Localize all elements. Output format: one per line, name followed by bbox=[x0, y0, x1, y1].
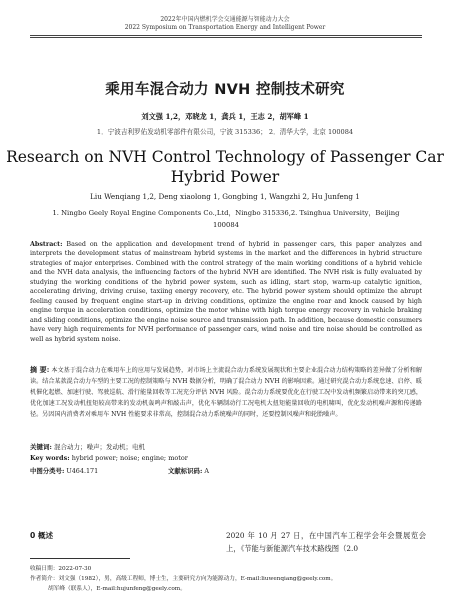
affiliation-en bbox=[30, 208, 422, 231]
paper-title-en-continued: Hybrid Power bbox=[170, 168, 280, 186]
keywords-cn-label: 关键词: bbox=[30, 443, 52, 451]
affiliation-en-line: 1. Ningbo Geely Royal Engine Components Co.,Ltd，Ningbo 315336,2. Tsinghua University，Beijing bbox=[52, 209, 400, 217]
document-code bbox=[168, 466, 209, 475]
keywords-en-label: Key words: bbox=[30, 454, 70, 462]
abstract-cn bbox=[30, 365, 422, 421]
footnote-divider bbox=[30, 558, 130, 559]
abstract-en bbox=[30, 240, 422, 344]
keywords-cn-text: 混合动力；噪声；发动机；电机 bbox=[53, 443, 145, 451]
footnote-corresponding: 胡军峰（联系人），E-mail:hujunfeng@geely.com。 bbox=[48, 586, 186, 592]
paper-title-en: Research on NVH Control Technology of Passenger Car bbox=[6, 148, 444, 166]
section-heading: 0 概述 bbox=[30, 531, 54, 540]
abstract-label: Abstract: bbox=[30, 241, 63, 248]
doc-code-label: 文献标识码: bbox=[168, 467, 203, 475]
author-list-en: Liu Wenqiang 1,2, Deng xiaolong 1, Gongbing 1, Wangzhi 2, Hu Junfeng 1 bbox=[90, 192, 360, 201]
running-header-en: 2022 Symposium on Transportation Energy and Intelligent Power bbox=[124, 24, 326, 31]
header-divider bbox=[30, 35, 422, 36]
abstract-text: Based on the application and development trend of hybrid in passenger cars, this paper analyzes and interprets the development status of mainstream hybrid systems in the market and the differences in hybrid structure strategies of major enterprises. Combined with the control strategy of the main working conditions of a hybrid vehicle and the NVH data analysis, the influencing factors of the hybrid NVH are identified. The NVH risk is fully evaluated by studying the working conditions of the hybrid power system, such as idling, start stop, warm-up catalytic ignition, accelerating driving, driving cruise, taxiing energy recovery, etc. The hybrid power system should optimize the abrupt feeling caused by frequent engine start-up in driving conditions, optimize the engine roar and knock caused by high engine torque in acceleration conditions, optimize the motor whine with high torque energy recovery in vehicle braking and sliding conditions, optimize the engine noise source and transmission path. In addition, because domestic consumers have very high requirements for NVH performance of passenger cars, wind noise and tire noise should be controlled as well as hybrid system noise. bbox=[30, 241, 423, 343]
clc-label: 中图分类号: bbox=[30, 467, 65, 475]
keywords-en bbox=[30, 454, 422, 462]
keywords-cn bbox=[30, 442, 422, 451]
footnote-received: 收稿日期：2022-07-30 bbox=[30, 566, 92, 572]
affiliation-en-line: 100084 bbox=[213, 220, 239, 229]
affiliation-cn: 1．宁波吉利罗佑发动机零部件有限公司，宁波 315336； 2．清华大学，北京 100084 bbox=[96, 128, 354, 136]
header-divider bbox=[30, 37, 422, 38]
keywords-en-text: hybrid power; noise; engine; motor bbox=[71, 454, 188, 462]
author-list-cn: 刘文强 1,2，邓晓龙 1，龚兵 1，王志 2，胡军峰 1 bbox=[141, 112, 309, 121]
abstract-cn-label: 摘 要: bbox=[30, 365, 50, 374]
running-header-cn: 2022年中国内燃机学会交通能源与智能动力大会 bbox=[160, 16, 290, 23]
paper-title-cn: 乘用车混合动力 NVH 控制技术研究 bbox=[105, 82, 345, 98]
clc-value: U464.171 bbox=[66, 467, 99, 475]
intro-paragraph: 2020 年 10 月 27 日，在中国汽车工程学会年会暨展览会上，《节能与新能源汽车技术路线图（2.0 bbox=[226, 531, 426, 553]
abstract-cn-text: 本文基于混合动力在乘用车上的应用与发展趋势，对市场上主流混合动力系统发展现状和主要企业混合动力结构策略的差异做了分析和解读。结合某款混合动力车型的主要工况的控制策略与 NVH 数据分析，明确了混合动力 NVH 的影响因素。通过研究混合动力系统怠速、启停、暖机催化起燃、加速行驶、驾驶巡航、滑行能量回收等工况充分评估 NVH 风险。混合动力系统要优化在行驶工况中发动机频繁启动带来的突兀感，优化加速工况发动机扭矩较高带来的发动机轰鸣声和敲击声，优化车辆制动行工况电机大扭矩能量回收的电机啸叫，优化发动机噪声源和传递路径。另因国内消费者对乘用车 NVH 性能要求非常高，控制混合动力系统噪声的同时，还要控制风噪声和轮胎噪声。 bbox=[30, 367, 422, 418]
classification-line bbox=[30, 466, 422, 475]
doc-code-value: A bbox=[204, 467, 209, 475]
footnote-author-info: 作者简介：刘文强（1982），男，高级工程师，博士生，主要研究方向为能源动力，E-mail:liuwenqiang@geely.com。 bbox=[30, 576, 337, 582]
